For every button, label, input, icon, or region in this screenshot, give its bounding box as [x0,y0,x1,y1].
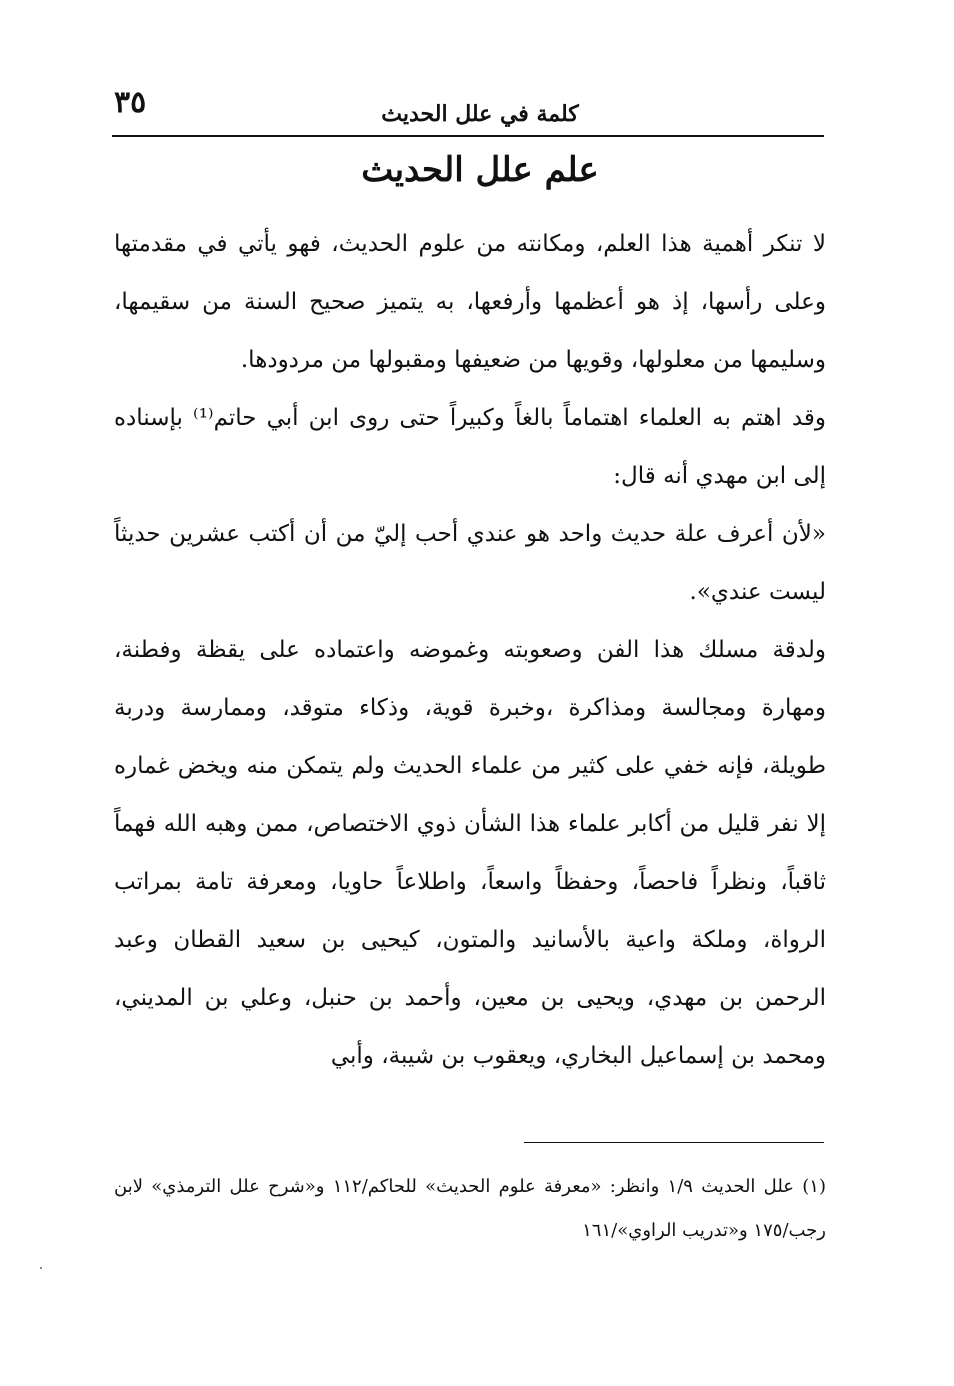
header-rule [112,135,824,137]
footnote-rule [524,1142,824,1143]
running-head-title: كلمة في علل الحديث [381,101,579,127]
body-text [114,215,826,1085]
page-number: ٣٥ [114,85,147,120]
chapter-title: علم علل الحديث [361,150,599,190]
footnote: (١) علل الحديث ١/٩ وانظر: «معرفة علوم الحديث» للحاكم/١١٢ و«شرح علل الترمذي» لابن رجب/١٧٥ و«تدريب الراوي»/١٦١ [114,1176,826,1241]
paragraph-quote: «لأن أعرف علة حديث واحد هو عندي أحب إليّ من أن أكتب عشرين حديثاً ليست عندي». [114,521,826,605]
paragraph-ibn-abi-hatim: وقد اهتم به العلماء اهتماماً بالغاً وكبيراً حتى روى ابن أبي حاتم⁽¹⁾ بإسناده إلى ابن مهدي أنه قال: [114,405,827,489]
scan-speck [40,1267,42,1269]
paragraph-intro: لا تنكر أهمية هذا العلم، ومكانته من علوم الحديث، فهو يأتي في مقدمتها وعلى رأسها، إذ هو أعظمها وأرفعها، به يتميز صحيح السنة من سقيمها، وسليمها من معلولها، وقويها من ضعيفها ومقبولها من مردودها. [114,231,826,373]
paragraph-difficulty: ولدقة مسلك هذا الفن وصعوبته وغموضه واعتماده على يقظة وفطنة، ومهارة ومجالسة ومذاكرة ،وخبرة قوية، وذكاء متوقد، وممارسة ودربة طويلة، فإنه خفي على كثير من علماء الحديث ولم يتمكن منه ويخض غماره إلا نفر قليل من أكابر علماء هذا الشأن ذوي الاختصاص، ممن وهبه الله فهماً ثاقباً، ونظراً فاحصاً، وحفظاً واسعاً، واطلاعاً حاويا، ومعرفة تامة بمراتب الرواة، وملكة واعية بالأسانيد والمتون، كيحيى بن سعيد القطان وعبد الرحمن بن مهدي، ويحيى بن معين، وأحمد بن حنبل، وعلي بن المديني، ومحمد بن إسماعيل البخاري، ويعقوب بن شيبة، وأبي [114,637,826,1069]
